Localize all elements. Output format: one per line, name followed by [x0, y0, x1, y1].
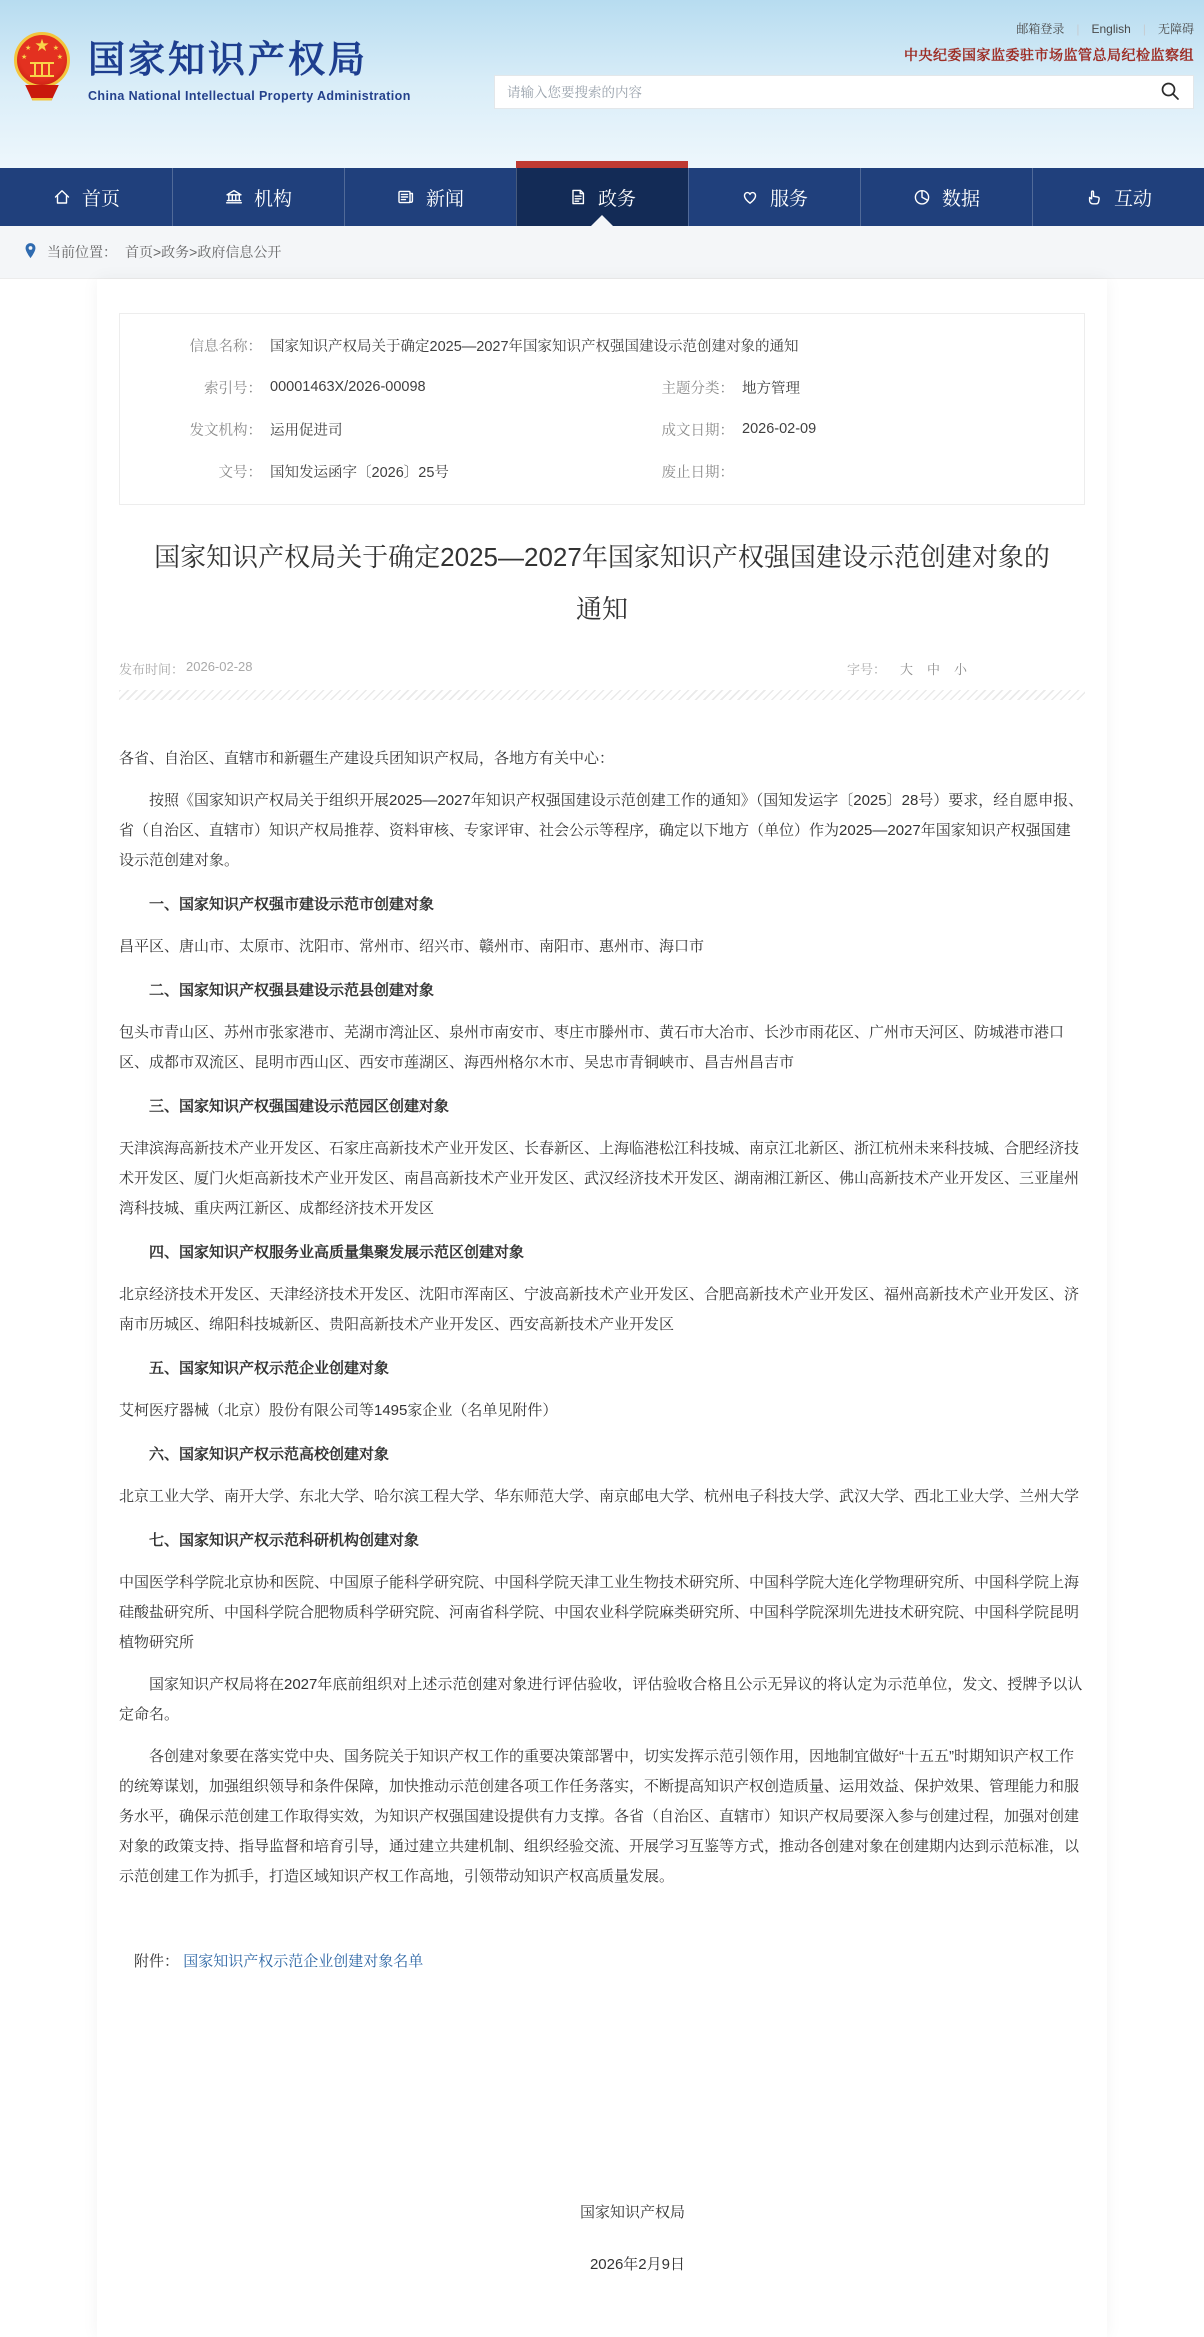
header-right	[494, 0, 1194, 168]
utility-links	[1016, 20, 1194, 37]
info-row	[120, 366, 1084, 408]
site-title: 国家知识产权局	[88, 39, 368, 80]
info-value: 00001463X/2026-00098	[270, 379, 426, 395]
body-paragraph: 各省、自治区、直辖市和新疆生产建设兵团知识产权局，各地方有关中心：	[119, 750, 615, 767]
nav-tab-label: 首页	[81, 188, 120, 210]
site-subtitle: China National Intellectual Property Administration	[88, 89, 411, 103]
info-row	[120, 450, 1084, 492]
font-size-label: 字号：	[846, 662, 886, 677]
body-paragraph: 中国医学科学院北京协和医院、中国原子能科学研究院、中国科学院天津工业生物技术研究所、中国科学院大连化学物理研究所、中国科学院上海硅酸盐研究所、中国科学院合肥物质科学研究院、河南省科学院、中国农业科学院麻类研究所、中国科学院深圳先进技术研究院、中国科学院昆明植物研究所	[119, 1574, 1080, 1651]
brand-text	[88, 29, 411, 103]
nav-tab-label: 新闻	[425, 188, 464, 210]
interact-icon	[1084, 187, 1104, 207]
search-button[interactable]	[1147, 76, 1193, 108]
signature	[119, 2187, 1085, 2291]
content-card	[97, 279, 1107, 2337]
service-icon	[740, 187, 760, 207]
utility-link-0[interactable]: 邮箱登录	[1016, 22, 1065, 36]
nav-tab-institution[interactable]	[172, 168, 344, 226]
star-icon: ★	[25, 44, 32, 52]
nav-tab-data[interactable]	[860, 168, 1032, 226]
section-heading: 七、国家知识产权示范科研机构创建对象	[149, 1532, 420, 1549]
info-label: 成文日期：	[661, 422, 734, 439]
nav-tab-label: 政务	[597, 188, 636, 210]
body-paragraph: 艾柯医疗器械（北京）股份有限公司等1495家企业（名单见附件）	[119, 1402, 558, 1419]
utility-separator: |	[1076, 21, 1080, 36]
section-heading: 六、国家知识产权示范高校创建对象	[149, 1446, 390, 1463]
body-paragraph: 昌平区、唐山市、太原市、沈阳市、常州市、绍兴市、赣州市、南阳市、惠州市、海口市	[119, 938, 705, 955]
document-title: 国家知识产权局关于确定2025—2027年国家知识产权强国建设示范创建对象的通知	[154, 542, 1050, 624]
info-label: 索引号：	[204, 380, 262, 397]
info-row	[120, 408, 1084, 450]
nav-tab-service[interactable]	[688, 168, 860, 226]
section-heading: 三、国家知识产权强国建设示范园区创建对象	[149, 1098, 450, 1115]
utility-link-1[interactable]: English	[1091, 21, 1131, 36]
info-label: 废止日期：	[661, 464, 734, 481]
body-paragraph: 北京经济技术开发区、天津经济技术开发区、沈阳市浑南区、宁波高新技术产业开发区、合肥高新技术产业开发区、福州高新技术产业开发区、济南市历城区、绵阳科技城新区、贵阳高新技术产业开发区、西安高新技术产业开发区	[119, 1286, 1080, 1333]
search-box	[494, 75, 1194, 109]
body-paragraph: 天津滨海高新技术产业开发区、石家庄高新技术产业开发区、长春新区、上海临港松江科技城、南京江北新区、浙江杭州未来科技城、合肥经济技术开发区、厦门火炬高新技术产业开发区、南昌高新技术产业开发区、武汉经济技术开发区、湖南湘江新区、佛山高新技术产业开发区、三亚崖州湾科技城、重庆两江新区、成都经济技术开发区	[119, 1140, 1080, 1217]
signature-date: 2026年2月9日	[589, 2256, 685, 2273]
institution-icon	[224, 187, 244, 207]
section-heading: 二、国家知识产权强县建设示范县创建对象	[149, 982, 435, 999]
nav-tab-label: 服务	[769, 188, 808, 210]
location-pin-icon	[22, 241, 39, 264]
search-input[interactable]	[495, 85, 1147, 100]
info-value: 2026-02-09	[742, 421, 817, 437]
body-paragraph: 按照《国家知识产权局关于组织开展2025—2027年知识产权强国建设示范创建工作的通知》（国知发运字〔2025〕28号）要求，经自愿申报、省（自治区、直辖市）知识产权局推荐、资料审核、专家评审、社会公示等程序，确定以下地方（单位）作为2025—2027年国家知识产权强国建设示范创建对象。	[119, 792, 1084, 869]
star-icon: ★	[52, 44, 59, 52]
font-size-option-中[interactable]: 中	[926, 662, 940, 677]
info-label: 文号：	[218, 464, 262, 481]
breadcrumb-path[interactable]: 首页>政务>政府信息公开	[125, 244, 282, 260]
publish-time-label: 发布时间：	[119, 662, 185, 677]
star-icon: ★	[21, 53, 28, 61]
attachment-row	[119, 1950, 1085, 1971]
info-value: 国知发运函字〔2026〕25号	[270, 464, 449, 481]
breadcrumb	[0, 226, 1204, 279]
section-heading: 五、国家知识产权示范企业创建对象	[149, 1360, 390, 1377]
info-label: 主题分类：	[661, 380, 734, 397]
gate-icon	[30, 62, 54, 77]
info-row	[120, 324, 1084, 366]
main-nav	[0, 168, 1204, 226]
body-paragraph: 北京工业大学、南开大学、东北大学、哈尔滨工程大学、华东师范大学、南京邮电大学、杭州电子科技大学、武汉大学、西北工业大学、兰州大学	[119, 1488, 1080, 1505]
font-size-control	[847, 659, 967, 678]
site-header	[0, 0, 1204, 168]
news-icon	[396, 187, 416, 207]
supervision-link[interactable]: 中央纪委国家监委驻市场监管总局纪检监察组	[904, 47, 1194, 63]
signature-org: 国家知识产权局	[579, 2204, 685, 2221]
document-info-table	[119, 313, 1085, 505]
utility-link-2[interactable]: 无障碍	[1157, 22, 1194, 36]
info-value: 国家知识产权局关于确定2025—2027年国家知识产权强国建设示范创建对象的通知	[270, 338, 799, 355]
star-icon: ★	[56, 53, 63, 61]
nav-tab-home[interactable]	[0, 168, 172, 226]
body-paragraph: 包头市青山区、苏州市张家港市、芜湖市湾沚区、泉州市南安市、枣庄市滕州市、黄石市大冶市、长沙市雨花区、广州市天河区、防城港市港口区、成都市双流区、昆明市西山区、西安市莲湖区、海西州格尔木市、吴忠市青铜峡市、昌吉州昌吉市	[119, 1024, 1065, 1071]
nav-tab-label: 机构	[253, 188, 292, 210]
info-value: 运用促进司	[270, 422, 343, 439]
emblem-circle	[14, 32, 70, 88]
breadcrumb-label: 当前位置：	[47, 244, 117, 260]
font-size-option-大[interactable]: 大	[899, 662, 913, 677]
section-heading: 一、国家知识产权强市建设示范市创建对象	[149, 896, 435, 913]
national-emblem-logo	[10, 32, 74, 101]
body-paragraph: 国家知识产权局将在2027年底前组织对上述示范创建对象进行评估验收，评估验收合格且公示无异议的将认定为示范单位，发文、授牌予以认定命名。	[119, 1676, 1083, 1723]
nav-tab-label: 数据	[941, 188, 980, 210]
info-value: 地方管理	[742, 380, 800, 397]
body-paragraph: 各创建对象要在落实党中央、国务院关于知识产权工作的重要决策部署中，切实发挥示范引领作用，因地制宜做好“十五五”时期知识产权工作的统筹谋划，加强组织领导和条件保障，加快推动示范创建各项工作任务落实，不断提高知识产权创造质量、运用效益、保护效果、管理能力和服务水平，确保示范创建工作取得实效，为知识产权强国建设提供有力支撑。各省（自治区、直辖市）知识产权局要深入参与创建过程，加强对创建对象的政策支持、指导监督和培育引导，通过建立共建机制、组织经验交流、开展学习互鉴等方式，推动各创建对象在创建期内达到示范标准，以示范创建工作为抓手，打造区域知识产权工作高地，引领带动知识产权高质量发展。	[119, 1748, 1080, 1885]
star-icon: ★	[34, 35, 50, 55]
publish-time-value: 2026-02-28	[186, 659, 253, 674]
active-tab-indicator	[516, 161, 688, 168]
attachment-link[interactable]: 国家知识产权示范企业创建对象名单	[183, 1953, 424, 1970]
government-icon	[568, 187, 588, 207]
nav-tab-interact[interactable]	[1032, 168, 1204, 226]
nav-tab-news[interactable]	[344, 168, 516, 226]
main-content	[0, 279, 1204, 2337]
search-icon	[1159, 80, 1181, 105]
hatched-divider	[119, 690, 1085, 700]
brand[interactable]	[10, 16, 411, 116]
nav-tab-government[interactable]	[516, 168, 688, 226]
document-body	[119, 732, 1085, 1904]
home-icon	[52, 187, 72, 207]
emblem-ribbon	[25, 85, 59, 101]
attachment-label: 附件：	[134, 1953, 180, 1970]
nav-tab-label: 互动	[1113, 188, 1152, 210]
info-label: 信息名称：	[189, 338, 262, 355]
utility-separator: |	[1142, 21, 1146, 36]
data-icon	[912, 187, 932, 207]
info-label: 发文机构：	[189, 422, 262, 439]
meta-row	[119, 659, 1085, 678]
font-size-option-小[interactable]: 小	[953, 662, 967, 677]
section-heading: 四、国家知识产权服务业高质量集聚发展示范区创建对象	[149, 1244, 525, 1261]
publish-time	[119, 659, 253, 678]
